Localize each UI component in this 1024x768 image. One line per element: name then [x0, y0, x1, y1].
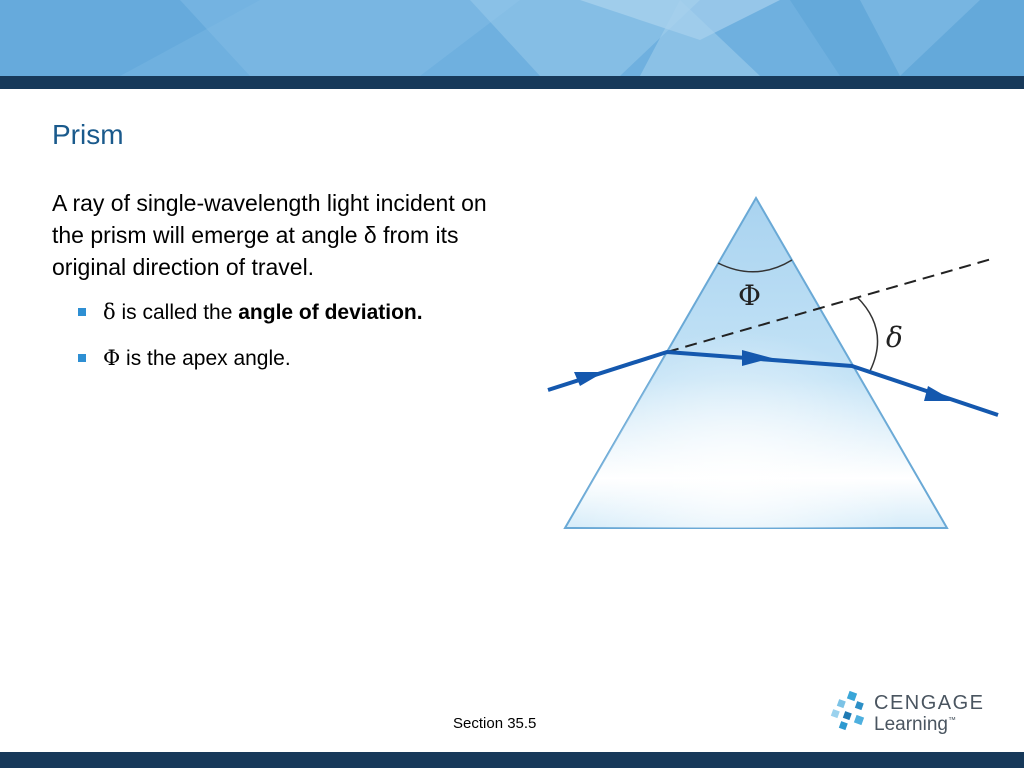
- bullet-text: is the apex angle.: [120, 347, 291, 370]
- deviation-angle-arc: [857, 297, 878, 371]
- footer-rule: [0, 752, 1024, 768]
- bullet-text: is called the: [115, 301, 239, 324]
- logo-trademark: ™: [947, 715, 956, 725]
- body-paragraph: A ray of single-wavelength light incident on the prism will emerge at angle δ from its original direction of travel.: [52, 190, 487, 280]
- cengage-learning-logo: [830, 688, 990, 738]
- header-decoration: [0, 0, 1024, 76]
- bullet-bold-text: angle of deviation.: [238, 301, 423, 324]
- prism-diagram: [540, 190, 1010, 540]
- apex-angle-label: Φ: [738, 279, 761, 312]
- phi-symbol: Φ: [103, 346, 121, 370]
- cengage-logo-mark-icon: [830, 690, 870, 736]
- bullet-square-icon: [78, 354, 86, 362]
- prism-svg: [540, 190, 1010, 535]
- logo-word-cengage: CENGAGE: [874, 692, 985, 714]
- delta-symbol: δ: [103, 300, 116, 324]
- bullet-square-icon: [78, 308, 86, 316]
- ray-arrow-emergent: [924, 386, 954, 401]
- bullet-item-apex: [78, 343, 518, 373]
- section-number: Section 35.5: [453, 715, 537, 732]
- bullet-item-deviation: [78, 297, 518, 327]
- header-band: [0, 0, 1024, 76]
- header-rule: [0, 76, 1024, 89]
- logo-learning-text: Learning: [874, 714, 948, 735]
- bullet-list: [78, 297, 518, 389]
- slide-title: Prism: [52, 119, 124, 150]
- deviation-angle-label: δ: [886, 321, 903, 354]
- ray-arrow-incident: [574, 372, 604, 386]
- logo-word-learning: [874, 714, 956, 736]
